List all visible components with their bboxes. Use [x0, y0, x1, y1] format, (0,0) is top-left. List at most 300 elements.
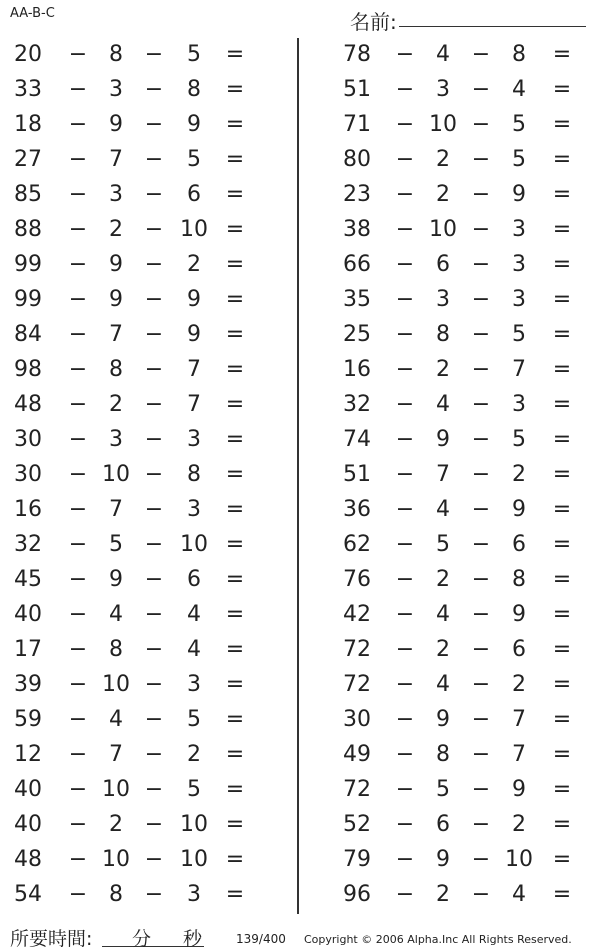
minus-sign: −: [471, 847, 491, 872]
subtrahend-1: 4: [436, 602, 450, 627]
minus-sign: −: [144, 112, 164, 137]
equals-sign: =: [225, 392, 245, 417]
minuend: 96: [343, 882, 371, 907]
subtrahend-2: 3: [512, 392, 526, 417]
minus-sign: −: [144, 252, 164, 277]
equals-sign: =: [225, 77, 245, 102]
minus-sign: −: [144, 287, 164, 312]
subtrahend-2: 8: [187, 462, 201, 487]
subtrahend-1: 10: [429, 112, 457, 137]
minus-sign: −: [68, 112, 88, 137]
subtrahend-2: 5: [187, 777, 201, 802]
equals-sign: =: [225, 567, 245, 592]
subtrahend-1: 4: [436, 497, 450, 522]
minuend: 33: [14, 77, 42, 102]
minus-sign: −: [471, 357, 491, 382]
minus-sign: −: [395, 147, 415, 172]
minus-sign: −: [144, 42, 164, 67]
minus-sign: −: [144, 567, 164, 592]
minus-sign: −: [144, 637, 164, 662]
subtrahend-1: 2: [436, 182, 450, 207]
minuend: 48: [14, 392, 42, 417]
subtrahend-2: 6: [187, 182, 201, 207]
minus-sign: −: [68, 392, 88, 417]
minus-sign: −: [68, 462, 88, 487]
subtrahend-1: 2: [109, 812, 123, 837]
minuend: 30: [14, 427, 42, 452]
minus-sign: −: [144, 357, 164, 382]
minus-sign: −: [68, 42, 88, 67]
time-required-label: 所要時間:: [10, 928, 93, 950]
subtrahend-2: 8: [187, 77, 201, 102]
minus-sign: −: [68, 742, 88, 767]
equals-sign: =: [225, 42, 245, 67]
subtrahend-2: 2: [512, 462, 526, 487]
subtrahend-1: 3: [436, 77, 450, 102]
minuend: 76: [343, 567, 371, 592]
subtrahend-1: 9: [109, 567, 123, 592]
minuend: 51: [343, 77, 371, 102]
equals-sign: =: [552, 217, 572, 242]
minuend: 74: [343, 427, 371, 452]
subtrahend-1: 7: [436, 462, 450, 487]
minus-sign: −: [395, 672, 415, 697]
minus-sign: −: [471, 217, 491, 242]
equals-sign: =: [552, 147, 572, 172]
equals-sign: =: [552, 777, 572, 802]
subtrahend-2: 10: [180, 847, 208, 872]
subtrahend-1: 7: [109, 742, 123, 767]
subtrahend-1: 2: [436, 637, 450, 662]
minus-sign: −: [68, 77, 88, 102]
minuend: 35: [343, 287, 371, 312]
copyright: Copyright © 2006 Alpha.Inc All Rights Reserved.: [304, 933, 572, 946]
subtrahend-1: 9: [436, 707, 450, 732]
minus-sign: −: [144, 777, 164, 802]
minuend: 20: [14, 42, 42, 67]
minuend: 39: [14, 672, 42, 697]
minuend: 88: [14, 217, 42, 242]
subtrahend-2: 7: [512, 742, 526, 767]
minuend: 12: [14, 742, 42, 767]
minus-sign: −: [395, 217, 415, 242]
minus-sign: −: [68, 287, 88, 312]
subtrahend-2: 10: [180, 812, 208, 837]
subtrahend-1: 10: [102, 672, 130, 697]
subtrahend-1: 3: [109, 77, 123, 102]
subtrahend-1: 7: [109, 322, 123, 347]
equals-sign: =: [552, 42, 572, 67]
subtrahend-2: 4: [187, 637, 201, 662]
minus-sign: −: [144, 427, 164, 452]
subtrahend-1: 7: [109, 147, 123, 172]
minus-sign: −: [471, 322, 491, 347]
minus-sign: −: [471, 532, 491, 557]
subtrahend-1: 4: [109, 707, 123, 732]
minuend: 78: [343, 42, 371, 67]
minus-sign: −: [471, 427, 491, 452]
subtrahend-2: 2: [187, 742, 201, 767]
page-number: 139/400: [236, 932, 286, 946]
minus-sign: −: [68, 672, 88, 697]
equals-sign: =: [552, 287, 572, 312]
subtrahend-1: 3: [109, 182, 123, 207]
minus-sign: −: [68, 182, 88, 207]
minus-sign: −: [68, 322, 88, 347]
equals-sign: =: [225, 637, 245, 662]
subtrahend-1: 4: [109, 602, 123, 627]
equals-sign: =: [225, 707, 245, 732]
subtrahend-2: 3: [187, 882, 201, 907]
minuend: 18: [14, 112, 42, 137]
subtrahend-2: 9: [187, 322, 201, 347]
subtrahend-2: 5: [187, 707, 201, 732]
minuend: 36: [343, 497, 371, 522]
minus-sign: −: [144, 812, 164, 837]
subtrahend-1: 8: [109, 42, 123, 67]
subtrahend-1: 7: [109, 497, 123, 522]
minus-sign: −: [68, 497, 88, 522]
minus-sign: −: [471, 462, 491, 487]
equals-sign: =: [225, 497, 245, 522]
subtrahend-1: 2: [436, 357, 450, 382]
equals-sign: =: [552, 427, 572, 452]
subtrahend-1: 10: [102, 777, 130, 802]
subtrahend-1: 3: [109, 427, 123, 452]
subtrahend-2: 10: [180, 532, 208, 557]
subtrahend-2: 3: [512, 217, 526, 242]
minus-sign: −: [68, 532, 88, 557]
subtrahend-1: 9: [436, 427, 450, 452]
minus-sign: −: [471, 182, 491, 207]
minutes-label: 分: [132, 928, 152, 950]
minus-sign: −: [144, 322, 164, 347]
subtrahend-1: 2: [436, 147, 450, 172]
subtrahend-2: 5: [512, 427, 526, 452]
subtrahend-2: 6: [187, 567, 201, 592]
minus-sign: −: [395, 322, 415, 347]
minus-sign: −: [471, 637, 491, 662]
minuend: 98: [14, 357, 42, 382]
equals-sign: =: [225, 532, 245, 557]
equals-sign: =: [552, 112, 572, 137]
subtrahend-2: 5: [512, 322, 526, 347]
subtrahend-1: 2: [436, 882, 450, 907]
minuend: 99: [14, 287, 42, 312]
subtrahend-2: 7: [187, 357, 201, 382]
subtrahend-1: 4: [436, 42, 450, 67]
equals-sign: =: [225, 287, 245, 312]
name-label: 名前:: [350, 10, 397, 34]
subtrahend-1: 9: [109, 287, 123, 312]
minus-sign: −: [395, 427, 415, 452]
minus-sign: −: [68, 847, 88, 872]
minus-sign: −: [471, 42, 491, 67]
minuend: 72: [343, 777, 371, 802]
minus-sign: −: [68, 707, 88, 732]
minuend: 30: [14, 462, 42, 487]
subtrahend-2: 9: [512, 182, 526, 207]
minuend: 66: [343, 252, 371, 277]
subtrahend-1: 9: [109, 112, 123, 137]
equals-sign: =: [225, 252, 245, 277]
subtrahend-2: 3: [512, 252, 526, 277]
equals-sign: =: [225, 742, 245, 767]
subtrahend-1: 8: [436, 742, 450, 767]
minuend: 80: [343, 147, 371, 172]
worksheet-code: AA-B-C: [10, 6, 55, 21]
minuend: 40: [14, 812, 42, 837]
minus-sign: −: [144, 147, 164, 172]
subtrahend-1: 8: [436, 322, 450, 347]
equals-sign: =: [552, 812, 572, 837]
minus-sign: −: [471, 742, 491, 767]
minuend: 79: [343, 847, 371, 872]
subtrahend-1: 4: [436, 672, 450, 697]
minus-sign: −: [395, 707, 415, 732]
equals-sign: =: [552, 567, 572, 592]
equals-sign: =: [225, 147, 245, 172]
subtrahend-2: 3: [187, 497, 201, 522]
subtrahend-2: 4: [512, 77, 526, 102]
minus-sign: −: [68, 217, 88, 242]
equals-sign: =: [225, 812, 245, 837]
minuend: 16: [343, 357, 371, 382]
subtrahend-2: 7: [512, 707, 526, 732]
subtrahend-2: 6: [512, 532, 526, 557]
minuend: 30: [343, 707, 371, 732]
minuend: 72: [343, 637, 371, 662]
minuend: 52: [343, 812, 371, 837]
minus-sign: −: [471, 392, 491, 417]
minus-sign: −: [395, 637, 415, 662]
equals-sign: =: [552, 532, 572, 557]
footer: [0, 920, 600, 952]
minus-sign: −: [471, 777, 491, 802]
minus-sign: −: [144, 672, 164, 697]
equals-sign: =: [225, 777, 245, 802]
subtrahend-1: 8: [109, 357, 123, 382]
minuend: 32: [343, 392, 371, 417]
minus-sign: −: [395, 392, 415, 417]
minus-sign: −: [395, 602, 415, 627]
minus-sign: −: [144, 847, 164, 872]
subtrahend-2: 9: [512, 497, 526, 522]
minus-sign: −: [471, 882, 491, 907]
subtrahend-2: 2: [512, 812, 526, 837]
minuend: 85: [14, 182, 42, 207]
subtrahend-1: 5: [436, 532, 450, 557]
equals-sign: =: [552, 392, 572, 417]
minuend: 59: [14, 707, 42, 732]
minus-sign: −: [68, 567, 88, 592]
minus-sign: −: [144, 602, 164, 627]
subtrahend-2: 7: [512, 357, 526, 382]
subtrahend-2: 9: [187, 112, 201, 137]
minuend: 40: [14, 602, 42, 627]
minuend: 17: [14, 637, 42, 662]
minuend: 45: [14, 567, 42, 592]
minus-sign: −: [395, 182, 415, 207]
subtrahend-2: 3: [187, 427, 201, 452]
minus-sign: −: [395, 567, 415, 592]
minuend: 48: [14, 847, 42, 872]
equals-sign: =: [552, 77, 572, 102]
equals-sign: =: [225, 602, 245, 627]
minus-sign: −: [471, 812, 491, 837]
minus-sign: −: [395, 882, 415, 907]
subtrahend-2: 9: [512, 602, 526, 627]
minus-sign: −: [68, 777, 88, 802]
equals-sign: =: [552, 182, 572, 207]
equals-sign: =: [552, 847, 572, 872]
minus-sign: −: [471, 567, 491, 592]
minuend: 54: [14, 882, 42, 907]
minus-sign: −: [395, 42, 415, 67]
minuend: 99: [14, 252, 42, 277]
equals-sign: =: [552, 602, 572, 627]
minuend: 27: [14, 147, 42, 172]
equals-sign: =: [225, 322, 245, 347]
subtrahend-2: 8: [512, 42, 526, 67]
equals-sign: =: [225, 847, 245, 872]
minus-sign: −: [471, 707, 491, 732]
subtrahend-1: 6: [436, 812, 450, 837]
minus-sign: −: [471, 77, 491, 102]
minus-sign: −: [395, 497, 415, 522]
minus-sign: −: [68, 602, 88, 627]
subtrahend-2: 5: [512, 112, 526, 137]
minus-sign: −: [68, 147, 88, 172]
minuend: 62: [343, 532, 371, 557]
subtrahend-2: 3: [187, 672, 201, 697]
minus-sign: −: [395, 742, 415, 767]
subtrahend-2: 8: [512, 567, 526, 592]
minus-sign: −: [68, 357, 88, 382]
minus-sign: −: [68, 427, 88, 452]
minus-sign: −: [144, 182, 164, 207]
minus-sign: −: [144, 497, 164, 522]
subtrahend-2: 5: [187, 147, 201, 172]
minus-sign: −: [395, 812, 415, 837]
minus-sign: −: [395, 77, 415, 102]
subtrahend-1: 10: [102, 847, 130, 872]
minus-sign: −: [68, 882, 88, 907]
minus-sign: −: [144, 742, 164, 767]
minus-sign: −: [395, 287, 415, 312]
equals-sign: =: [552, 707, 572, 732]
minus-sign: −: [395, 532, 415, 557]
minus-sign: −: [68, 252, 88, 277]
equals-sign: =: [225, 427, 245, 452]
minuend: 84: [14, 322, 42, 347]
equals-sign: =: [225, 182, 245, 207]
equals-sign: =: [225, 462, 245, 487]
subtrahend-1: 8: [109, 637, 123, 662]
minus-sign: −: [471, 287, 491, 312]
subtrahend-1: 9: [436, 847, 450, 872]
minuend: 49: [343, 742, 371, 767]
subtrahend-2: 4: [187, 602, 201, 627]
subtrahend-2: 9: [187, 287, 201, 312]
subtrahend-1: 3: [436, 287, 450, 312]
equals-sign: =: [552, 742, 572, 767]
equals-sign: =: [225, 357, 245, 382]
subtrahend-2: 5: [512, 147, 526, 172]
subtrahend-2: 10: [180, 217, 208, 242]
minus-sign: −: [68, 812, 88, 837]
minus-sign: −: [144, 77, 164, 102]
minus-sign: −: [471, 252, 491, 277]
minus-sign: −: [471, 112, 491, 137]
minus-sign: −: [395, 847, 415, 872]
equals-sign: =: [225, 672, 245, 697]
subtrahend-1: 2: [436, 567, 450, 592]
subtrahend-2: 9: [512, 777, 526, 802]
minuend: 32: [14, 532, 42, 557]
subtrahend-2: 3: [512, 287, 526, 312]
minuend: 51: [343, 462, 371, 487]
subtrahend-1: 8: [109, 882, 123, 907]
minuend: 72: [343, 672, 371, 697]
equals-sign: =: [225, 112, 245, 137]
minus-sign: −: [471, 497, 491, 522]
seconds-label: 秒: [183, 928, 203, 950]
subtrahend-1: 9: [109, 252, 123, 277]
minus-sign: −: [144, 217, 164, 242]
equals-sign: =: [552, 882, 572, 907]
equals-sign: =: [225, 882, 245, 907]
minus-sign: −: [471, 672, 491, 697]
minuend: 23: [343, 182, 371, 207]
subtrahend-1: 4: [436, 392, 450, 417]
subtrahend-2: 6: [512, 637, 526, 662]
equals-sign: =: [552, 497, 572, 522]
equals-sign: =: [225, 217, 245, 242]
minus-sign: −: [144, 392, 164, 417]
subtrahend-2: 2: [512, 672, 526, 697]
subtrahend-1: 6: [436, 252, 450, 277]
equals-sign: =: [552, 322, 572, 347]
subtrahend-1: 10: [429, 217, 457, 242]
minuend: 40: [14, 777, 42, 802]
minuend: 42: [343, 602, 371, 627]
subtrahend-2: 2: [187, 252, 201, 277]
equals-sign: =: [552, 672, 572, 697]
subtrahend-2: 7: [187, 392, 201, 417]
minus-sign: −: [395, 252, 415, 277]
minus-sign: −: [395, 357, 415, 382]
name-field[interactable]: [399, 26, 586, 27]
minus-sign: −: [471, 602, 491, 627]
subtrahend-2: 4: [512, 882, 526, 907]
subtrahend-2: 10: [505, 847, 533, 872]
equals-sign: =: [552, 252, 572, 277]
subtrahend-1: 5: [436, 777, 450, 802]
minus-sign: −: [471, 147, 491, 172]
minus-sign: −: [144, 532, 164, 557]
column-divider: [297, 38, 299, 914]
subtrahend-1: 5: [109, 532, 123, 557]
minus-sign: −: [395, 112, 415, 137]
minus-sign: −: [144, 462, 164, 487]
minus-sign: −: [144, 882, 164, 907]
subtrahend-1: 2: [109, 217, 123, 242]
equals-sign: =: [552, 357, 572, 382]
subtrahend-1: 10: [102, 462, 130, 487]
equals-sign: =: [552, 462, 572, 487]
minus-sign: −: [144, 707, 164, 732]
